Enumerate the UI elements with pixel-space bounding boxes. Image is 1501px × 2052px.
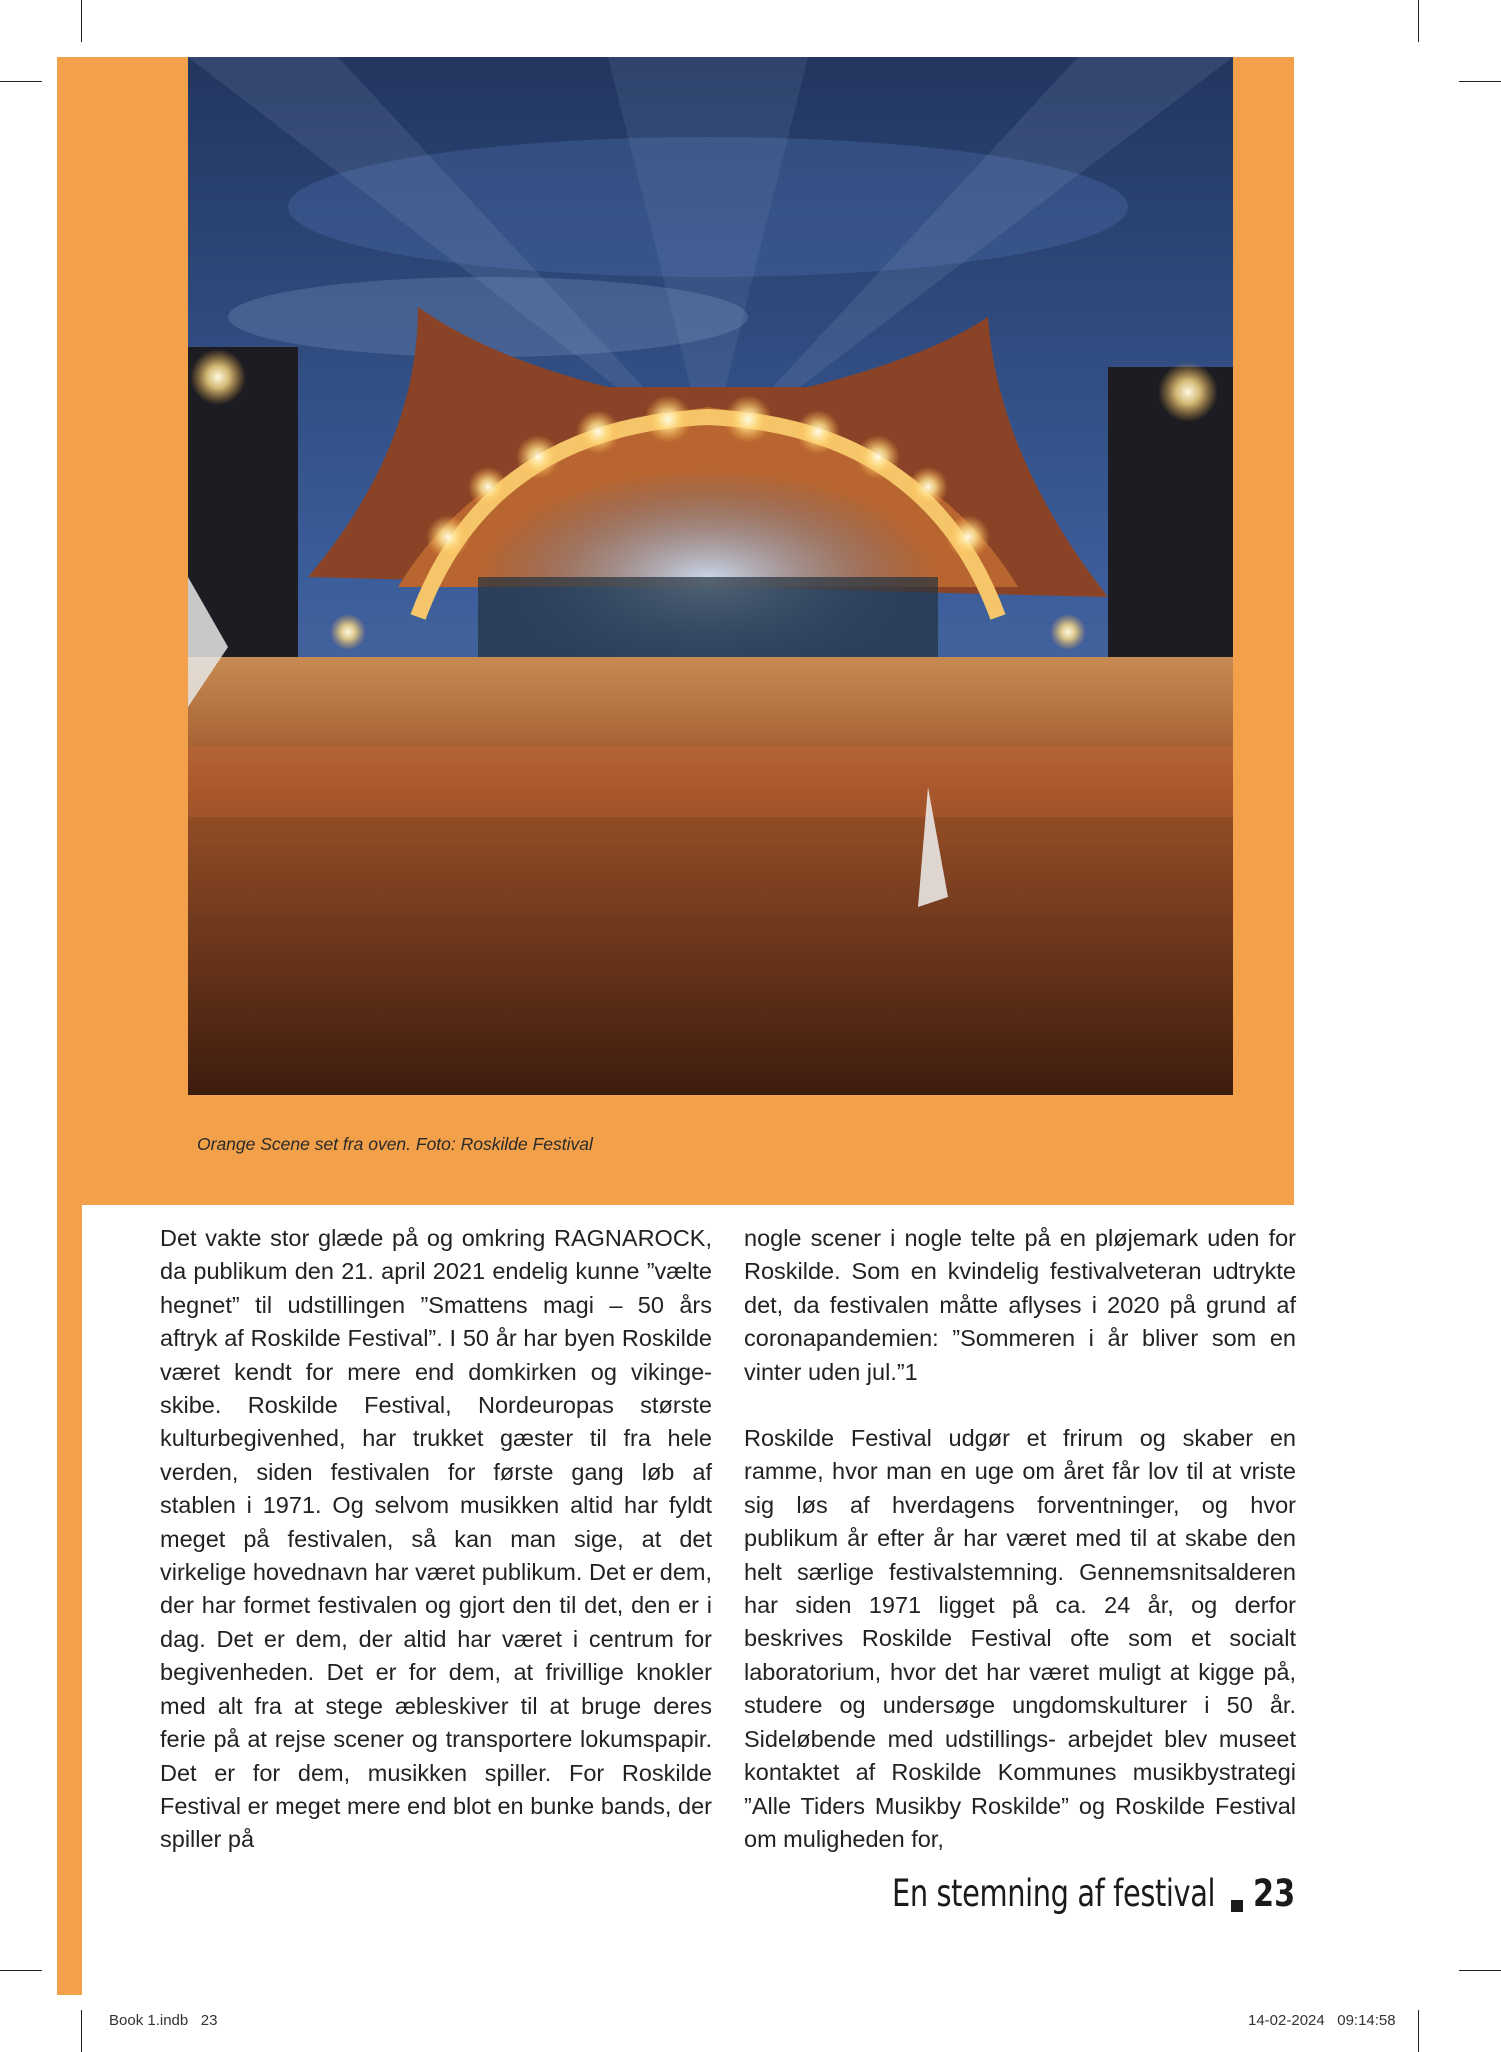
running-footer-title: En stemning af festival xyxy=(892,1872,1216,1915)
crop-mark xyxy=(0,1970,42,1971)
print-slug-timestamp: 14-02-2024 09:14:58 xyxy=(1248,2012,1396,2029)
orange-margin-strip xyxy=(57,1205,82,1995)
crop-mark xyxy=(1459,81,1501,82)
body-paragraph: Roskilde Festival udgør et frirum og skaber en ramme, hvor man en uge om året får lov til at vriste sig løs af hverdagens forventninger, og hvor publikum år efter år har været med til at skabe den helt særlige festivalstemning. Gennemsnitsalderen har siden 1971 ligget på ca. 24 år, og derfor beskrives Roskilde Festival ofte som et socialt laboratorium, hvor det har været muligt at kigge på, studere og undersøge ungdomskulturer i 50 år. Sideløbende med udstillings- arbejdet blev museet kontaktet af Roskilde Kommunes musikbystrategi ”Alle Tiders Musikby Roskilde” og Roskilde Festival om muligheden for, xyxy=(744,1425,1296,1852)
crop-mark xyxy=(0,81,42,82)
crop-mark xyxy=(81,0,82,42)
crop-mark xyxy=(81,2010,82,2052)
print-slug-file: Book 1.indb 23 xyxy=(109,2012,218,2029)
article-column-left xyxy=(160,1222,712,1857)
footer-bullet-icon xyxy=(1231,1900,1243,1912)
body-paragraph: Det vakte stor glæde på og omkring RAGNAROCK, da publikum den 21. april 2021 endelig kunne ”vælte hegnet” til udstillingen ”Smattens magi – 50 års aftryk af Roskilde Festival”. I 50 år har byen Roskilde været kendt for mere end domkirken og vikinge- skibe. Roskilde Festival, Nordeuropas største kulturbegivenhed, har trukket gæster til fra hele verden, siden festivalen for første gang løb af stablen i 1971. Og selvom musikken altid har fyldt meget på festivalen, så kan man sige, at det virkelige hovednavn har været publikum. Det er dem, der har formet festivalen og gjort den til det, den er i dag. Det er dem, der altid har været i centrum for begivenheden. Det er for dem, at frivillige knokler med alt fra at stege æbleskiver til at bruge deres ferie på at rejse scener og transportere lokumspapir. Det er for dem, musikken spiller. For Roskilde Festival er meget mere end blot en bunke bands, der spiller på xyxy=(160,1225,712,1853)
body-paragraph: nogle scener i nogle telte på en pløjemark uden for Roskilde. Som en kvindelig festivalveteran udtrykte det, da festivalen måtte aflyses i 2020 på grund af coronapandemien: ”Sommeren i år bliver som en vinter uden jul.”1 xyxy=(744,1225,1296,1385)
crop-mark xyxy=(1418,2010,1419,2052)
article-column-right xyxy=(744,1222,1296,1856)
festival-photo xyxy=(188,57,1233,1095)
photo-caption: Orange Scene set fra oven. Foto: Roskilde Festival xyxy=(197,1134,593,1154)
crop-mark xyxy=(1418,0,1419,42)
crop-mark xyxy=(1459,1970,1501,1971)
page-number: 23 xyxy=(1253,1872,1296,1915)
